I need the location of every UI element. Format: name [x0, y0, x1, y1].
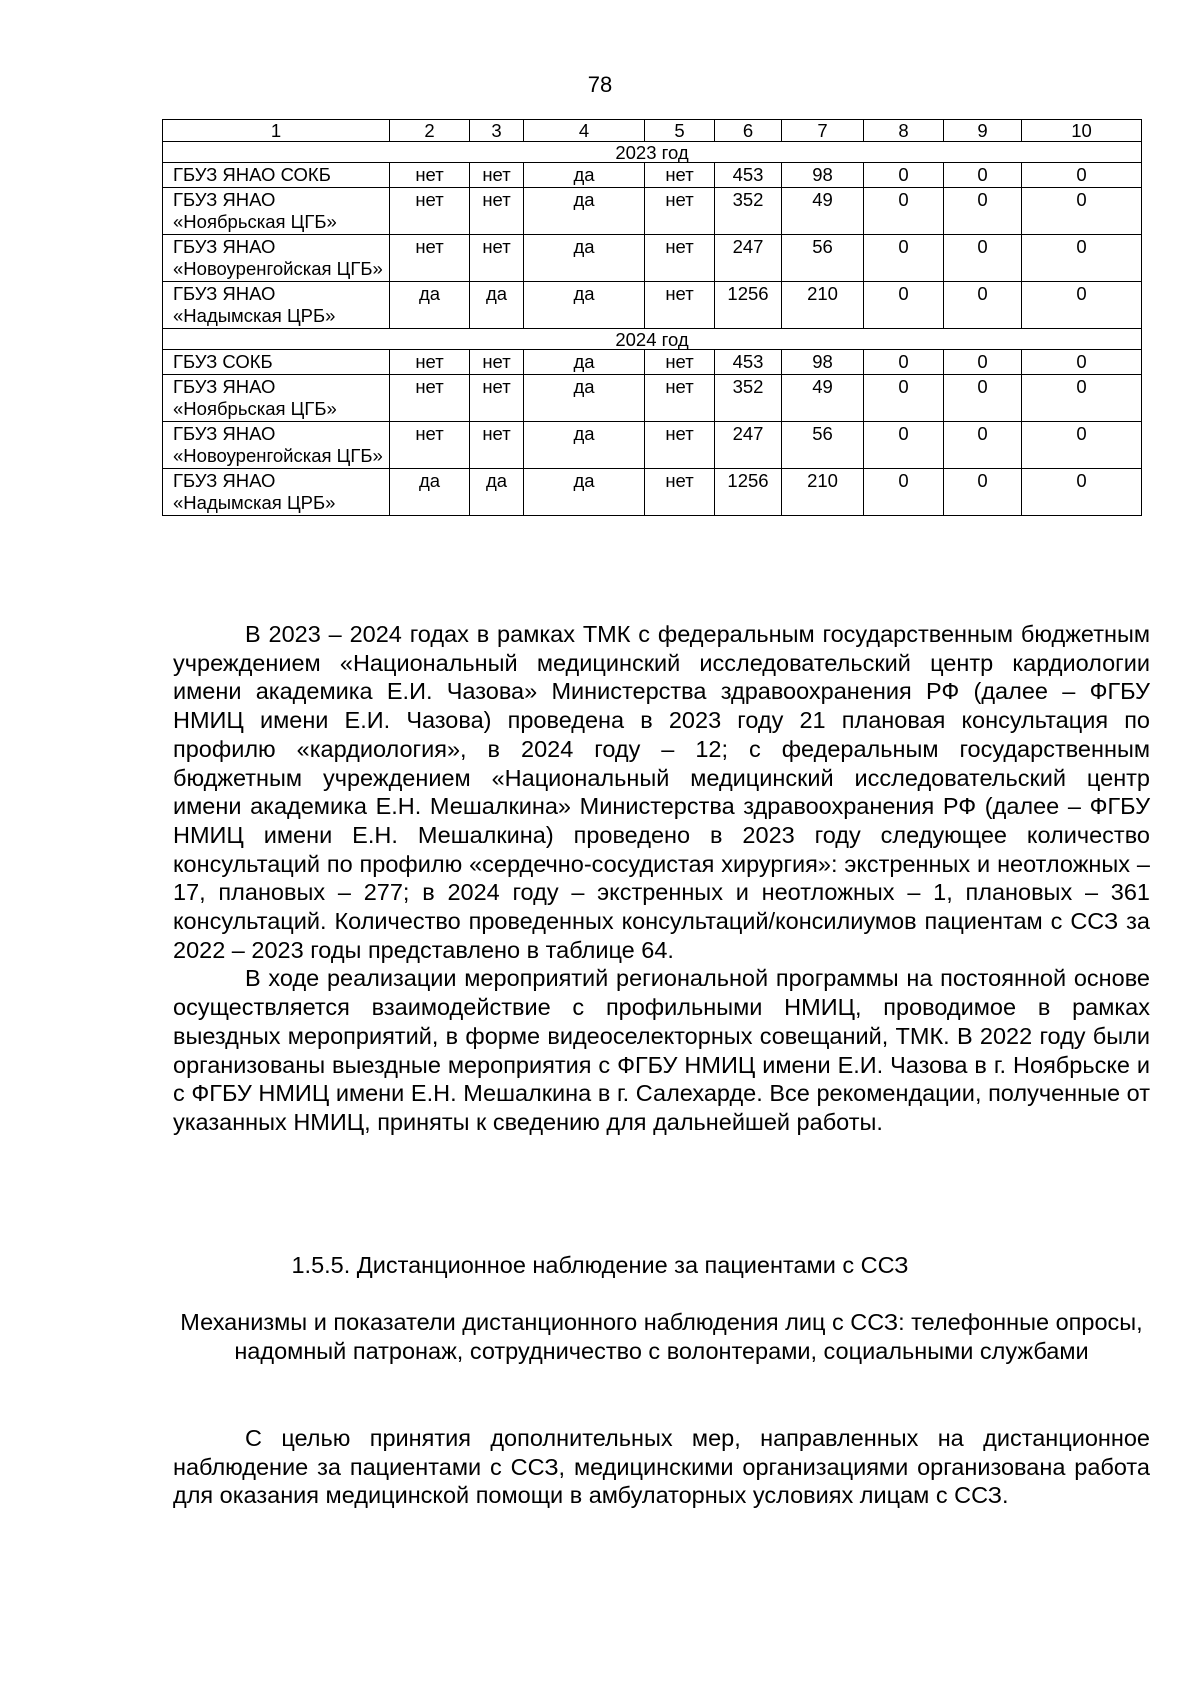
section-heading: 1.5.5. Дистанционное наблюдение за пациентами с ССЗ [291, 1252, 909, 1278]
table-body [163, 120, 1142, 516]
table-cell: да [524, 375, 645, 422]
table-cell: 352 [715, 375, 782, 422]
table-cell: нет [645, 235, 715, 282]
table-cell: 56 [782, 235, 864, 282]
table-cell: 0 [1022, 422, 1142, 469]
organization-name-cell: ГБУЗ ЯНАО СОКБ [163, 163, 390, 188]
column-number: 1 [163, 120, 390, 142]
table-cell: 98 [782, 163, 864, 188]
table-row [163, 163, 1142, 188]
table-cell: 0 [1022, 375, 1142, 422]
organization-name-cell: ГБУЗ ЯНАО «Надымская ЦРБ» [163, 282, 390, 329]
column-number: 2 [390, 120, 470, 142]
table-cell: нет [390, 235, 470, 282]
table-cell: 0 [944, 235, 1022, 282]
table-cell: нет [645, 375, 715, 422]
table-cell: 453 [715, 350, 782, 375]
organization-name-cell: ГБУЗ ЯНАО «Ноябрьская ЦГБ» [163, 375, 390, 422]
table-header-row [163, 120, 1142, 142]
page-number: 78 [587, 72, 613, 97]
table-cell: нет [470, 188, 524, 235]
table-cell: да [524, 350, 645, 375]
table-cell: да [524, 282, 645, 329]
table-cell: да [524, 422, 645, 469]
table-cell: 0 [864, 422, 944, 469]
table-cell: 247 [715, 422, 782, 469]
table-cell: 0 [944, 422, 1022, 469]
year-row [163, 329, 1142, 350]
table-cell: 0 [944, 350, 1022, 375]
table-cell: да [390, 282, 470, 329]
table-cell: 0 [864, 350, 944, 375]
table-cell: 453 [715, 163, 782, 188]
year-row [163, 142, 1142, 163]
year-label: 2024 год [163, 329, 1142, 350]
table-row [163, 350, 1142, 375]
table-cell: нет [470, 375, 524, 422]
table-cell: 0 [1022, 469, 1142, 516]
table-cell: нет [645, 422, 715, 469]
table-cell: да [524, 188, 645, 235]
table-cell: 0 [1022, 350, 1142, 375]
table-cell: 0 [944, 375, 1022, 422]
table-cell: нет [645, 350, 715, 375]
table-cell: 0 [864, 188, 944, 235]
table-row [163, 188, 1142, 235]
paragraph: В ходе реализации мероприятий региональной программы на постоянной основе осуществляется взаимодействие с профильными НМИЦ, проводимое в рамках выездных мероприятий, в форме видеоселекторных совещаний, ТМК. В 2022 году были организованы выездные мероприятия с ФГБУ НМИЦ имени Е.И. Чазова в г. Ноябрьске и с ФГБУ НМИЦ имени Е.Н. Мешалкина в г. Салехарде. Все рекомендации, полученные от указанных НМИЦ, приняты к сведению для дальнейшей работы. [173, 965, 1150, 1135]
organization-name-cell: ГБУЗ СОКБ [163, 350, 390, 375]
table-cell: нет [390, 350, 470, 375]
table-row [163, 469, 1142, 516]
table-cell: нет [470, 422, 524, 469]
table-cell: 0 [864, 235, 944, 282]
column-number: 5 [645, 120, 715, 142]
table-cell: 98 [782, 350, 864, 375]
organization-name-cell: ГБУЗ ЯНАО «Новоуренгойская ЦГБ» [163, 235, 390, 282]
table-cell: 0 [944, 163, 1022, 188]
table-row [163, 235, 1142, 282]
year-label: 2023 год [163, 142, 1142, 163]
table-cell: нет [645, 188, 715, 235]
table-cell: да [390, 469, 470, 516]
table-cell: да [524, 235, 645, 282]
table-cell: нет [470, 350, 524, 375]
paragraph: В 2023 – 2024 годах в рамках ТМК с федеральным государственным бюджетным учреждением «Национальный медицинский исследовательский центр кардиологии имени академика Е.И. Чазова» Министерства здравоохранения РФ (далее – ФГБУ НМИЦ имени Е.И. Чазова) проведена в 2023 году 21 плановая консультация по профилю «кардиология», в 2024 году – 12; с федеральным государственным бюджетным учреждением «Национальный медицинский исследовательский центр имени академика Е.Н. Мешалкина» Министерства здравоохранения РФ (далее – ФГБУ НМИЦ имени Е.Н. Мешалкина) проведено в 2023 году следующее количество консультаций по профилю «сердечно-сосудистая хирургия»: экстренных и неотложных – 17, плановых – 277; в 2024 году – экстренных и неотложных – 1, плановых – 361 консультаций. Количество проведенных консультаций/консилиумов пациентам с ССЗ за 2022 – 2023 годы представлено в таблице 64. [173, 621, 1150, 963]
table-cell: 0 [1022, 188, 1142, 235]
table-cell: 0 [944, 188, 1022, 235]
body-text-bottom [173, 1424, 1150, 1510]
table-cell: да [524, 163, 645, 188]
organization-name-cell: ГБУЗ ЯНАО «Ноябрьская ЦГБ» [163, 188, 390, 235]
column-number: 7 [782, 120, 864, 142]
table-cell: нет [645, 163, 715, 188]
table-cell: 0 [1022, 282, 1142, 329]
table-cell: 352 [715, 188, 782, 235]
column-number: 9 [944, 120, 1022, 142]
organization-name-cell: ГБУЗ ЯНАО «Новоуренгойская ЦГБ» [163, 422, 390, 469]
table-cell: 0 [864, 375, 944, 422]
table-cell: нет [390, 375, 470, 422]
table-cell: 0 [864, 469, 944, 516]
column-number: 4 [524, 120, 645, 142]
table-cell: да [470, 469, 524, 516]
table-cell: 0 [1022, 235, 1142, 282]
paragraph: С целью принятия дополнительных мер, направленных на дистанционное наблюдение за пациентами с ССЗ, медицинскими организациями организована работа для оказания медицинской помощи в амбулаторных условиях лицам с ССЗ. [173, 1425, 1150, 1509]
table-row [163, 375, 1142, 422]
table-row [163, 282, 1142, 329]
data-table [162, 119, 1142, 516]
table-cell: 0 [944, 282, 1022, 329]
column-number: 8 [864, 120, 944, 142]
table-cell: нет [390, 188, 470, 235]
table-cell: 0 [1022, 163, 1142, 188]
table-cell: 0 [864, 282, 944, 329]
table-cell: нет [390, 163, 470, 188]
table-cell: нет [390, 422, 470, 469]
table-cell: да [470, 282, 524, 329]
table-cell: 1256 [715, 469, 782, 516]
table-cell: 49 [782, 375, 864, 422]
organization-name-cell: ГБУЗ ЯНАО «Надымская ЦРБ» [163, 469, 390, 516]
table-cell: 0 [864, 163, 944, 188]
column-number: 10 [1022, 120, 1142, 142]
table-cell: 49 [782, 188, 864, 235]
table-cell: нет [645, 469, 715, 516]
subheading: Механизмы и показатели дистанционного наблюдения лиц с ССЗ: телефонные опросы, надомный патронаж, сотрудничество с волонтерами, социальными службами [180, 1309, 1143, 1364]
table-cell: нет [645, 282, 715, 329]
table-cell: нет [470, 235, 524, 282]
table-cell: да [524, 469, 645, 516]
column-number: 6 [715, 120, 782, 142]
column-number: 3 [470, 120, 524, 142]
table-cell: 56 [782, 422, 864, 469]
table-cell: 1256 [715, 282, 782, 329]
table-cell: нет [470, 163, 524, 188]
table-cell: 210 [782, 469, 864, 516]
table-row [163, 422, 1142, 469]
body-text-top [173, 620, 1150, 1137]
table-cell: 0 [944, 469, 1022, 516]
table-cell: 210 [782, 282, 864, 329]
table-cell: 247 [715, 235, 782, 282]
